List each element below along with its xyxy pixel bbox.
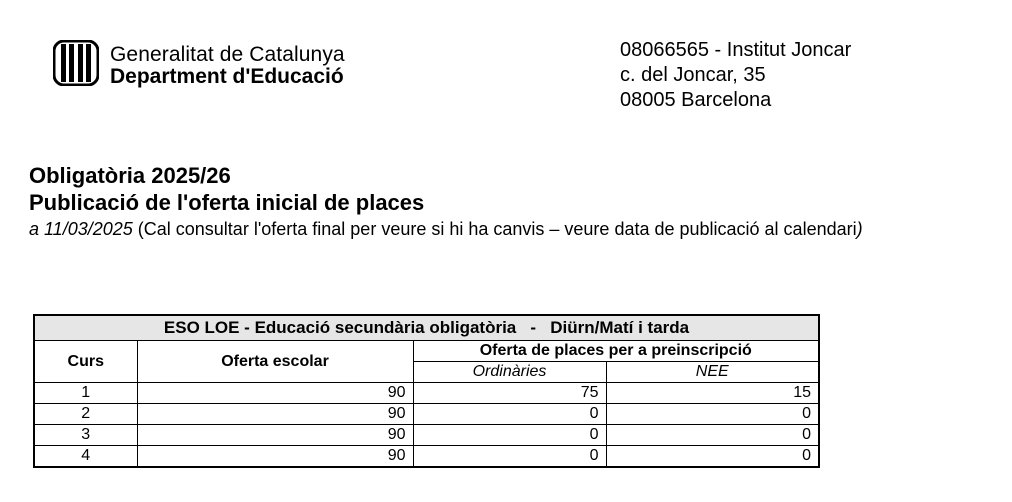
cell-ordinaries: 0 <box>413 425 606 446</box>
cell-ordinaries: 0 <box>413 446 606 468</box>
document-heading <box>29 162 863 241</box>
table-caption: ESO LOE - Educació secundària obligatòria - Diürn/Matí i tarda <box>34 315 819 341</box>
school-city: 08005 Barcelona <box>620 89 772 111</box>
publication-date: a 11/03/2025 <box>29 219 133 239</box>
column-header-preinscripcio: Oferta de places per a preinscripció <box>413 341 819 362</box>
column-header-ordinaries: Ordinàries <box>413 362 606 383</box>
cell-nee: 0 <box>606 446 819 468</box>
org-line-generalitat: Generalitat de Catalunya <box>110 43 345 66</box>
column-header-curs: Curs <box>34 341 137 383</box>
cell-nee: 0 <box>606 404 819 425</box>
school-address <box>620 38 851 113</box>
org-line-department: Department d'Educació <box>110 65 344 88</box>
cell-oferta: 90 <box>137 446 413 468</box>
organization-name <box>110 44 345 88</box>
cell-nee: 0 <box>606 425 819 446</box>
note-text: Cal consultar l'oferta final per veure si hi ha canvis – veure data de publicació al calendari <box>143 219 857 239</box>
document-subtitle: Publicació de l'oferta inicial de places <box>29 190 425 215</box>
cell-curs: 3 <box>34 425 137 446</box>
table-row <box>34 425 819 446</box>
generalitat-logo-icon <box>53 40 99 86</box>
column-header-nee: NEE <box>606 362 819 383</box>
cell-curs: 2 <box>34 404 137 425</box>
cell-ordinaries: 0 <box>413 404 606 425</box>
table-row <box>34 383 819 404</box>
cell-curs: 1 <box>34 383 137 404</box>
cell-ordinaries: 75 <box>413 383 606 404</box>
cell-nee: 15 <box>606 383 819 404</box>
cell-oferta: 90 <box>137 383 413 404</box>
cell-oferta: 90 <box>137 404 413 425</box>
note-close: ) <box>856 219 863 239</box>
table-row <box>34 446 819 468</box>
cell-curs: 4 <box>34 446 137 468</box>
note-open: ( <box>132 219 144 239</box>
document-title: Obligatòria 2025/26 <box>29 163 231 188</box>
table-row <box>34 404 819 425</box>
column-header-oferta: Oferta escolar <box>137 341 413 383</box>
publication-note <box>29 217 863 241</box>
places-offer-table <box>33 314 820 468</box>
school-code-name: 08066565 - Institut Joncar <box>620 39 852 61</box>
school-street: c. del Joncar, 35 <box>620 64 766 86</box>
cell-oferta: 90 <box>137 425 413 446</box>
